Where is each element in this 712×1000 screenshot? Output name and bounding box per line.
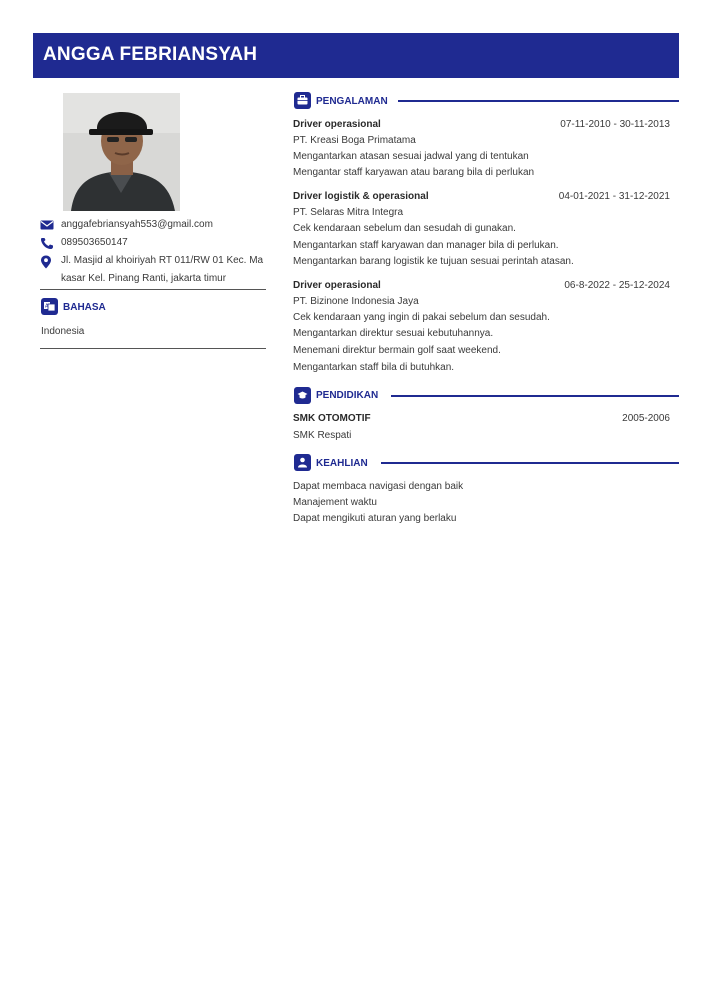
job-2-role: Driver logistik & operasional	[293, 191, 429, 202]
job-1-role: Driver operasional	[293, 119, 381, 130]
pendidikan-title: PENDIDIKAN	[316, 390, 379, 401]
pengalaman-title: PENGALAMAN	[316, 96, 388, 107]
skill-item: Manajement waktu	[293, 497, 377, 508]
address-line-1: Jl. Masjid al khoiriyah RT 011/RW 01 Kec. Ma	[61, 255, 264, 266]
address-line-2: kasar Kel. Pinang Ranti, jakarta timur	[61, 273, 227, 284]
job-2-company: PT. Selaras Mitra Integra	[293, 207, 404, 218]
profile-photo	[63, 93, 180, 211]
language-icon	[41, 298, 58, 315]
skills-icon	[294, 454, 311, 471]
pengalaman-title-line	[398, 100, 679, 102]
school-name: SMK OTOMOTIF	[293, 413, 371, 424]
location-pin-icon	[40, 255, 54, 269]
job-2-dates: 04-01-2021 - 31-12-2021	[558, 191, 670, 202]
bahasa-divider	[40, 348, 266, 349]
job-3-company: PT. Bizinone Indonesia Jaya	[293, 296, 419, 307]
job-1-task: Mengantar staff karyawan atau barang bila di perlukan	[293, 167, 535, 178]
job-3-task: Mengantarkan staff bila di butuhkan.	[293, 362, 455, 373]
skill-item: Dapat membaca navigasi dengan baik	[293, 481, 464, 492]
school-dates: 2005-2006	[622, 413, 670, 424]
job-2-task: Cek kendaraan sebelum dan sesudah di gunakan.	[293, 223, 516, 234]
person-photo-illustration	[63, 93, 180, 211]
job-1-task: Mengantarkan atasan sesuai jadwal yang di tentukan	[293, 151, 529, 162]
skill-item: Dapat mengikuti aturan yang berlaku	[293, 513, 457, 524]
school-detail: SMK Respati	[293, 430, 352, 441]
job-2-task: Mengantarkan barang logistik ke tujuan sesuai perintah atasan.	[293, 256, 574, 267]
contact-divider	[40, 289, 266, 290]
job-3-task: Cek kendaraan yang ingin di pakai sebelum dan sesudah.	[293, 312, 550, 323]
email-text: anggafebriansyah553@gmail.com	[61, 219, 213, 230]
pendidikan-title-line	[391, 395, 679, 397]
job-3-role: Driver operasional	[293, 280, 381, 291]
briefcase-icon	[294, 92, 311, 109]
job-1-company: PT. Kreasi Boga Primatama	[293, 135, 416, 146]
language-item: Indonesia	[41, 326, 85, 337]
job-3-task: Menemani direktur bermain golf saat weekend.	[293, 345, 501, 356]
envelope-icon	[40, 219, 54, 233]
keahlian-title-line	[381, 462, 679, 464]
bahasa-title: BAHASA	[63, 302, 106, 313]
job-3-dates: 06-8-2022 - 25-12-2024	[564, 280, 670, 291]
graduation-cap-icon	[294, 387, 311, 404]
keahlian-title: KEAHLIAN	[316, 458, 368, 469]
svg-text:A: A	[45, 303, 49, 310]
phone-icon	[40, 237, 54, 251]
name-header	[33, 33, 679, 78]
job-2-task: Mengantarkan staff karyawan dan manager bila di perlukan.	[293, 240, 559, 251]
job-1-dates: 07-11-2010 - 30-11-2013	[560, 119, 670, 130]
candidate-name: ANGGA FEBRIANSYAH	[43, 44, 258, 65]
phone-text: 089503650147	[61, 237, 128, 248]
job-3-task: Mengantarkan direktur sesuai kebutuhannya.	[293, 328, 494, 339]
